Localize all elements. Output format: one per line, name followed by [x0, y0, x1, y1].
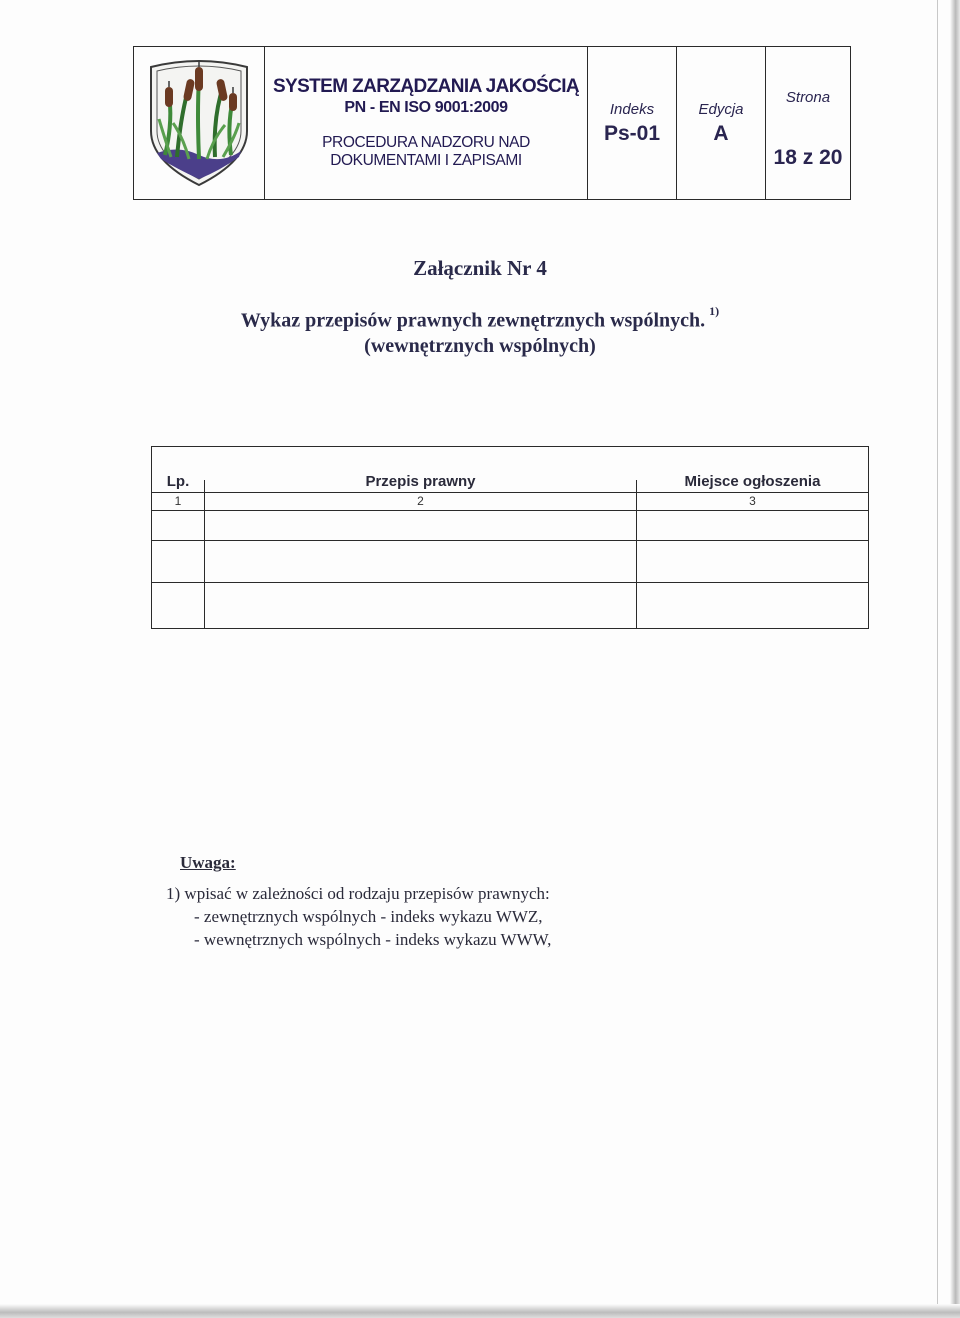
procedure-title-line2: DOKUMENTAMI I ZAPISAMI: [330, 152, 522, 169]
page-label: Strona: [785, 88, 831, 106]
col-header-regulation: Przepis prawny: [365, 473, 476, 490]
cattail-reeds-icon: [143, 53, 255, 189]
col-header-publication-place: Miejsce ogłoszenia: [684, 473, 821, 490]
col-number-3: 3: [749, 494, 756, 508]
scan-edge-right: [950, 0, 960, 1318]
title-cell: [265, 47, 588, 200]
footnote-marker: 1): [709, 304, 720, 318]
page-number: 18 z 20: [773, 145, 843, 169]
table-row-rule: [152, 540, 868, 541]
edition-label: Edycja: [698, 100, 744, 118]
edition-value: A: [713, 121, 729, 145]
scan-edge-line: [937, 0, 938, 1318]
index-cell: [588, 47, 677, 200]
index-value: Ps-01: [603, 121, 661, 145]
document-header-table: [133, 46, 851, 200]
regulations-table: [151, 446, 869, 629]
table-number-rule: [152, 510, 868, 511]
index-label: Indeks: [609, 100, 655, 118]
logo-cell: [134, 47, 265, 200]
system-title: SYSTEM ZARZĄDZANIA JAKOŚCIĄ: [272, 76, 580, 97]
edition-cell: [677, 47, 766, 200]
col-header-lp: Lp.: [166, 473, 190, 490]
norm-title: PN - EN ISO 9001:2009: [344, 99, 508, 116]
list-title-text: Wykaz przepisów prawnych zewnętrznych wspólnych.: [240, 309, 706, 332]
note-heading: Uwaga:: [180, 853, 236, 872]
note-line-1: 1) wpisać w zależności od rodzaju przepisów prawnych:: [166, 884, 550, 903]
col-number-2: 2: [417, 494, 424, 508]
list-title: [0, 304, 960, 333]
note-line-3: - wewnętrznych wspólnych - indeks wykazu WWW,: [194, 930, 552, 949]
col-number-1: 1: [174, 494, 182, 508]
table-header-rule: [152, 492, 868, 493]
table-row-rule: [152, 582, 868, 583]
scan-edge-bottom: [0, 1304, 960, 1318]
note-line-2: - zewnętrznych wspólnych - indeks wykazu WWZ,: [194, 907, 543, 926]
procedure-title-line1: PROCEDURA NADZORU NAD: [322, 134, 530, 151]
page-cell: [766, 47, 851, 200]
attachment-title: Załącznik Nr 4: [413, 256, 547, 280]
list-subtitle: (wewnętrznych wspólnych): [364, 335, 596, 357]
